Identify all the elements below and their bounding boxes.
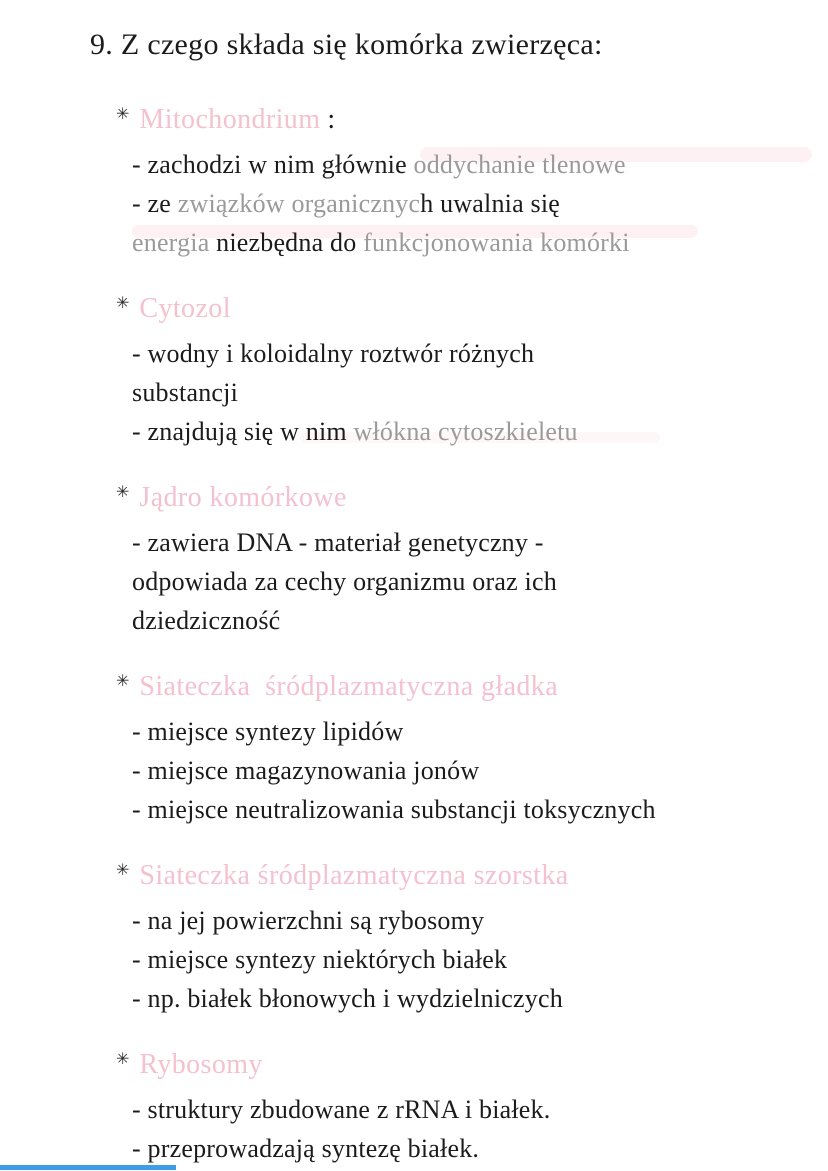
note-line — [132, 373, 828, 412]
note-line — [132, 1129, 828, 1168]
note-section — [116, 663, 828, 829]
note-text: - zachodzi w nim głównie — [132, 150, 414, 179]
section-heading-row — [116, 474, 828, 516]
section-heading-row — [116, 1041, 828, 1083]
note-line — [132, 790, 828, 829]
note-line — [132, 562, 828, 601]
note-line — [132, 412, 828, 451]
note-text: - na jej powierzchni są rybosomy — [132, 906, 485, 935]
note-text: - przeprowadzają syntezę białek. — [132, 1134, 480, 1163]
note-line — [132, 223, 828, 262]
note-text: - zawiera DNA - materiał genetyczny - — [132, 528, 544, 557]
note-text: odpowiada za cechy organizmu oraz ich — [132, 567, 557, 596]
note-line — [132, 901, 828, 940]
faded-text: energia — [132, 228, 210, 257]
section-heading: Mitochondrium — [139, 104, 321, 135]
note-text: - miejsce magazynowania jonów — [132, 756, 480, 785]
note-line — [132, 1090, 828, 1129]
note-line — [132, 184, 828, 223]
asterisk-icon: ✳ — [116, 671, 130, 690]
section-heading-row — [116, 96, 828, 138]
note-line — [132, 601, 828, 640]
section-heading-row — [116, 285, 828, 327]
faded-text: związków organicznyc — [177, 189, 421, 218]
faded-text: oddychanie tlenowe — [413, 150, 626, 179]
page-title: 9. Z czego składa się komórka zwierzęca: — [90, 28, 603, 61]
note-section — [116, 474, 828, 640]
note-line — [132, 940, 828, 979]
faded-text: włókna cytoszkieletu — [353, 417, 578, 446]
note-text: - znajdują się w nim — [132, 417, 354, 446]
asterisk-icon: ✳ — [116, 1049, 130, 1068]
note-section — [116, 96, 828, 262]
asterisk-icon: ✳ — [116, 104, 130, 123]
note-text: - np. białek błonowych i wydzielniczych — [132, 984, 563, 1013]
note-line — [132, 523, 828, 562]
note-text: - miejsce syntezy niektórych białek — [132, 945, 508, 974]
note-section — [116, 852, 828, 1018]
note-text: substancji — [132, 378, 238, 407]
note-text: - struktury zbudowane z rRNA i białek. — [132, 1095, 551, 1124]
faded-text: funkcjonowania komórki — [363, 228, 630, 257]
section-heading: Siateczka śródplazmatyczna szorstka — [139, 860, 569, 891]
section-heading-row — [116, 663, 828, 705]
section-heading: Siateczka śródplazmatyczna gładka — [139, 671, 559, 702]
section-heading: Rybosomy — [139, 1049, 263, 1080]
note-line — [132, 712, 828, 751]
note-line — [132, 979, 828, 1018]
section-heading: Jądro komórkowe — [139, 482, 347, 513]
sections-list — [116, 96, 828, 1168]
note-text: - miejsce syntezy lipidów — [132, 717, 404, 746]
heading-suffix: : — [320, 104, 336, 135]
note-section — [116, 1041, 828, 1168]
note-text: niezbędna do — [209, 228, 364, 257]
asterisk-icon: ✳ — [116, 293, 130, 312]
note-text: - wodny i koloidalny roztwór różnych — [132, 339, 535, 368]
note-text: dziedziczność — [132, 606, 281, 635]
note-line — [132, 334, 828, 373]
asterisk-icon: ✳ — [116, 860, 130, 879]
note-text: h uwalnia się — [420, 189, 561, 218]
note-line — [132, 751, 828, 790]
note-text: - ze — [132, 189, 178, 218]
section-heading-row — [116, 852, 828, 894]
asterisk-icon: ✳ — [116, 482, 130, 501]
note-section — [116, 285, 828, 451]
section-heading: Cytozol — [139, 293, 231, 324]
note-line — [132, 145, 828, 184]
note-text: - miejsce neutralizowania substancji toksycznych — [132, 795, 656, 824]
